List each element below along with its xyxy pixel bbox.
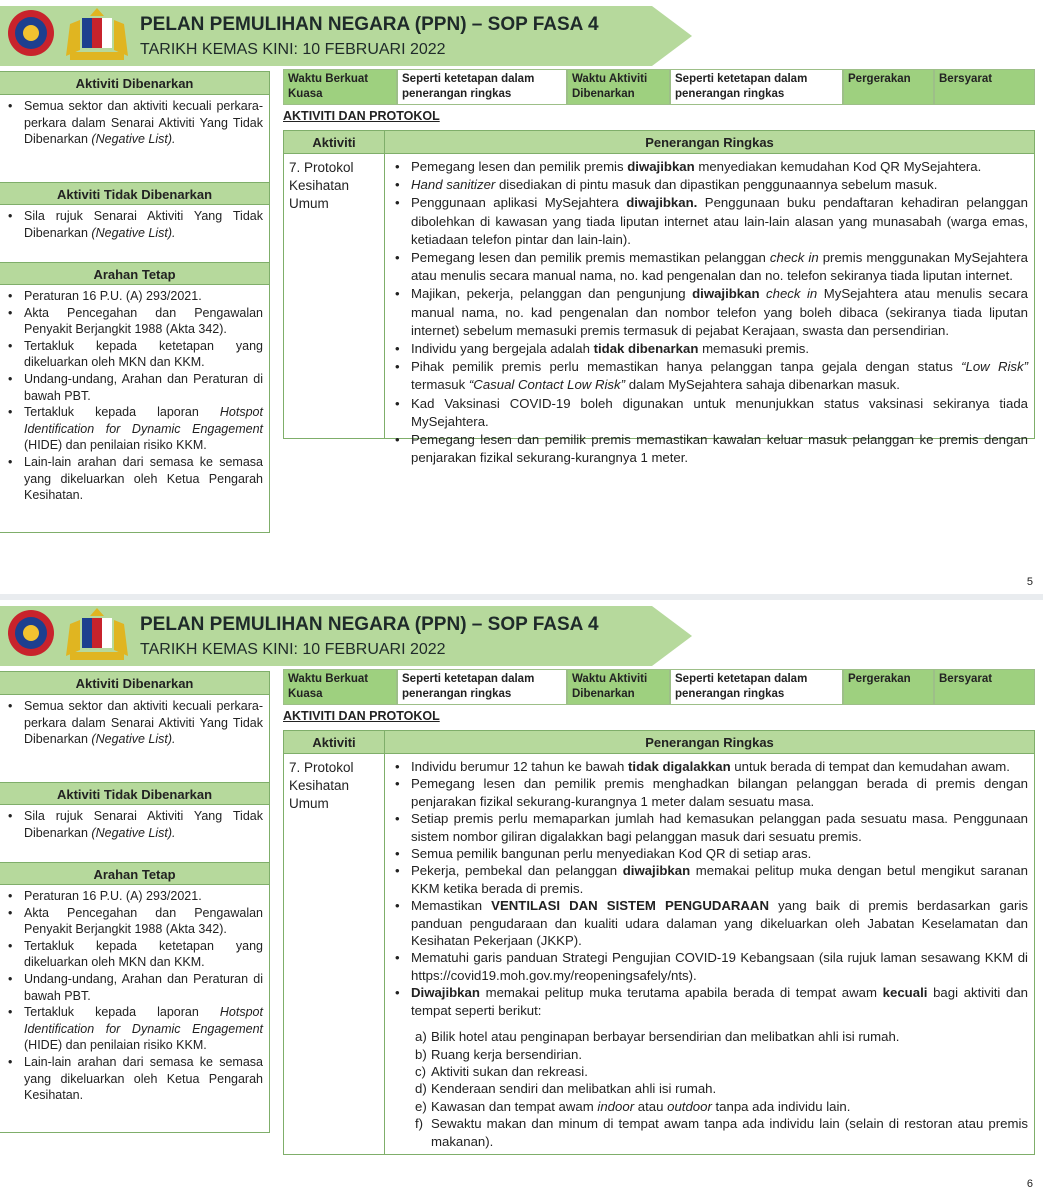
page-6 (0, 600, 1043, 1195)
list-item: • Pemegang lesen dan pemilik premis memastikan kawalan keluar masuk pelanggan ke premis dengan penjarakan fizikal sekurang-kurangnya 1 meter. (391, 431, 1028, 467)
standing-orders-section (0, 885, 269, 1110)
list-item: • Hand sanitizer disediakan di pintu masuk dan dipastikan penggunaannya sebelum masuk. (391, 176, 1028, 194)
info-cell-label: Pergerakan (843, 69, 934, 105)
list-item: • Lain-lain arahan dari semasa ke semasa yang dikeluarkan oleh Ketua Pengarah Kesihatan. (8, 1054, 263, 1104)
description-cell (385, 754, 1034, 1154)
list-item: • Tertakluk kepada ketetapan yang dikeluarkan oleh MKN dan KKM. (8, 338, 263, 371)
info-cell-label: Waktu Aktiviti Dibenarkan (567, 69, 670, 105)
list-item: • Kad Vaksinasi COVID-19 boleh digunakan untuk menunjukkan status vaksinasi sekiranya tiada MySejahtera. (391, 395, 1028, 431)
list-item: • Majikan, pekerja, pelanggan dan pengunjung diwajibkan check in MySejahtera atau menulis secara manual nama, no. kad pengenalan dan nombor telefon yang boleh dibaca (sekiranya tiada liputan internet) sebelum memasuki premis termasuk di pejabat Kerajaan, swasta dan persendirian. (391, 285, 1028, 340)
info-cell-label: Waktu Berkuat Kuasa (283, 669, 397, 705)
list-item: • Pihak pemilik premis perlu memastikan hanya pelanggan tanpa gejala dengan status “Low Risk” termasuk “Casual Contact Low Risk” dalam MySejahtera sahaja dibenarkan masuk. (391, 358, 1028, 394)
sub-list-item: d) Kenderaan sendiri dan melibatkan ahli isi rumah. (415, 1081, 717, 1097)
list-item: • Akta Pencegahan dan Pengawalan Penyakit Berjangkit 1988 (Akta 342). (8, 305, 263, 338)
list-item: • Sila rujuk Senarai Aktiviti Yang Tidak Dibenarkan (Negative List). (8, 208, 263, 241)
list-item: • Tertakluk kepada laporan Hotspot Identification for Dynamic Engagement (HIDE) dan penilaian risiko KKM. (8, 404, 263, 454)
standing-orders-heading: Arahan Tetap (0, 862, 269, 885)
sub-list-item: f) Sewaktu makan dan minum di tempat awam tanpa ada individu lain (selain di restoran atau premis makanan). (415, 1116, 1028, 1149)
list-item: • Lain-lain arahan dari semasa ke semasa yang dikeluarkan oleh Ketua Pengarah Kesihatan. (8, 454, 263, 504)
list-item: • Memastikan VENTILASI DAN SISTEM PENGUDARAAN yang baik di premis berdasarkan garis panduan pengudaraan dan kualiti udara dalaman yang dikeluarkan oleh Jabatan Keselamatan dan Kesihatan Pekerjaan (JKKP). (391, 897, 1028, 949)
list-item: • Undang-undang, Arahan dan Peraturan di bawah PBT. (8, 971, 263, 1004)
left-sidebar (0, 671, 270, 1133)
activity-cell: 7. Protokol Kesihatan Umum (284, 754, 385, 1154)
description-cell (385, 154, 1034, 466)
page-title: PELAN PEMULIHAN NEGARA (PPN) – SOP FASA 4 (140, 14, 599, 35)
coat-of-arms-icon (60, 606, 134, 664)
not-allowed-heading: Aktiviti Tidak Dibenarkan (0, 782, 269, 805)
list-item: • Tertakluk kepada laporan Hotspot Identification for Dynamic Engagement (HIDE) dan penilaian risiko KKM. (8, 1004, 263, 1054)
info-cell-value: Seperti ketetapan dalam penerangan ringkas (670, 669, 843, 705)
page-title: PELAN PEMULIHAN NEGARA (PPN) – SOP FASA 4 (140, 614, 599, 635)
list-item: • Pemegang lesen dan pemilik premis diwajibkan menyediakan kemudahan Kod QR MySejahtera. (391, 158, 1028, 176)
page-subtitle: TARIKH KEMAS KINI: 10 FEBRUARI 2022 (140, 641, 446, 658)
sub-list-item: c) Aktiviti sukan dan rekreasi. (415, 1063, 588, 1079)
not-allowed-heading: Aktiviti Tidak Dibenarkan (0, 182, 269, 205)
allowed-heading: Aktiviti Dibenarkan (0, 672, 269, 695)
info-cell-label: Waktu Berkuat Kuasa (283, 69, 397, 105)
sub-list-item: e) Kawasan dan tempat awam indoor atau outdoor tanpa ada individu lain. (415, 1098, 851, 1114)
activity-cell: 7. Protokol Kesihatan Umum (284, 154, 385, 438)
column-header-activity: Aktiviti (284, 131, 385, 153)
info-cell-value: Bersyarat (934, 669, 1035, 705)
allowed-section (0, 695, 269, 782)
list-item: • Peraturan 16 P.U. (A) 293/2021. (8, 288, 263, 305)
sub-list-item: b) Ruang kerja bersendirian. (415, 1046, 583, 1062)
column-header-description: Penerangan Ringkas (645, 135, 774, 150)
standing-orders-heading: Arahan Tetap (0, 262, 269, 285)
info-row (283, 669, 1035, 705)
list-item: • Mematuhi garis panduan Strategi Pengujian COVID-19 Kebangsaan (sila rujuk laman sesawang KKM di https://covid19.moh.gov.my/reopeningsafely/nts). (391, 949, 1028, 984)
protocol-table (283, 130, 1035, 466)
not-allowed-section (0, 805, 269, 862)
not-allowed-section (0, 205, 269, 262)
list-item: • Diwajibkan memakai pelitup muka terutama apabila berada di tempat awam kecuali bagi aktiviti dan tempat seperti berikut: a) Bilik hotel atau penginapan berbayar bersendirian dan melibatkan ahli isi rumah. b) Ruang kerja bersendirian. c) Aktiviti sukan dan rekreasi. d) Kenderaan sendiri dan melibatkan ahli isi rumah. e) Kawasan dan tempat awam indoor atau outdoor tanpa ada individu lain. f) Sewaktu makan dan minum di tempat awam tanpa ada individu lain (selain di restoran atau premis makanan). (391, 984, 1028, 1150)
protocol-label: AKTIVITI DAN PROTOKOL (283, 109, 440, 123)
info-cell-value: Seperti ketetapan dalam penerangan ringkas (397, 69, 567, 105)
nsc-logo-icon (6, 608, 56, 658)
sub-list-item: a) Bilik hotel atau penginapan berbayar bersendirian dan melibatkan ahli isi rumah. (415, 1029, 900, 1045)
protocol-table (283, 730, 1035, 1155)
info-cell-value: Seperti ketetapan dalam penerangan ringkas (397, 669, 567, 705)
column-header-activity: Aktiviti (284, 731, 385, 753)
list-item: • Peraturan 16 P.U. (A) 293/2021. (8, 888, 263, 905)
page-subtitle: TARIKH KEMAS KINI: 10 FEBRUARI 2022 (140, 41, 446, 58)
list-item: • Setiap premis perlu memaparkan jumlah had kemasukan pelanggan pada sesuatu masa. Penggunaan sistem nombor giliran digalakkan bagi pelanggan masuk dari sesuatu premis. (391, 810, 1028, 845)
list-item: • Pemegang lesen dan pemilik premis menghadkan bilangan pelanggan berada di premis dengan penjarakan fizikal sekurang-kurangnya 1 meter dalam sesuatu masa. (391, 775, 1028, 810)
standing-orders-section (0, 285, 269, 510)
list-item: • Sila rujuk Senarai Aktiviti Yang Tidak Dibenarkan (Negative List). (8, 808, 263, 841)
left-sidebar (0, 71, 270, 533)
protocol-label: AKTIVITI DAN PROTOKOL (283, 709, 440, 723)
column-header-description: Penerangan Ringkas (645, 735, 774, 750)
info-cell-value: Seperti ketetapan dalam penerangan ringkas (670, 69, 843, 105)
nsc-logo-icon (6, 8, 56, 58)
list-item: • Pemegang lesen dan pemilik premis memastikan pelanggan check in premis menggunakan MySejahtera atau menulis secara manual nama, no. kad pengenalan dan no. telefon sekiranya tiada liputan internet. (391, 249, 1028, 285)
allowed-section (0, 95, 269, 182)
list-item: • Individu yang bergejala adalah tidak dibenarkan memasuki premis. (391, 340, 1028, 358)
list-item: • Semua sektor dan aktiviti kecuali perkara-perkara dalam Senarai Aktiviti Yang Tidak Dibenarkan (Negative List). (8, 98, 263, 148)
info-row (283, 69, 1035, 105)
coat-of-arms-icon (60, 6, 134, 64)
list-item: • Pekerja, pembekal dan pelanggan diwajibkan memakai pelitup muka dengan betul mengikut saranan KKM ketika berada di premis. (391, 862, 1028, 897)
page-number: 5 (1026, 576, 1033, 588)
info-cell-label: Pergerakan (843, 669, 934, 705)
allowed-heading: Aktiviti Dibenarkan (0, 72, 269, 95)
list-item: • Individu berumur 12 tahun ke bawah tidak digalakkan untuk berada di tempat dan kemudahan awam. (391, 758, 1028, 775)
list-item: • Tertakluk kepada ketetapan yang dikeluarkan oleh MKN dan KKM. (8, 938, 263, 971)
page-number: 6 (1026, 1178, 1033, 1190)
list-item: • Undang-undang, Arahan dan Peraturan di bawah PBT. (8, 371, 263, 404)
info-cell-value: Bersyarat (934, 69, 1035, 105)
info-cell-label: Waktu Aktiviti Dibenarkan (567, 669, 670, 705)
list-item: • Semua pemilik bangunan perlu menyediakan Kod QR di setiap aras. (391, 845, 1028, 862)
list-item: • Semua sektor dan aktiviti kecuali perkara-perkara dalam Senarai Aktiviti Yang Tidak Dibenarkan (Negative List). (8, 698, 263, 748)
list-item: • Penggunaan aplikasi MySejahtera diwajibkan. Penggunaan buku pendaftaran kehadiran pelanggan dibolehkan di kawasan yang tiada liputan internet atau lain-lain alasan yang munasabah (warga emas, ketiadaan telefon pintar dan lain-lain). (391, 194, 1028, 249)
list-item: • Akta Pencegahan dan Pengawalan Penyakit Berjangkit 1988 (Akta 342). (8, 905, 263, 938)
page-5 (0, 0, 1043, 595)
